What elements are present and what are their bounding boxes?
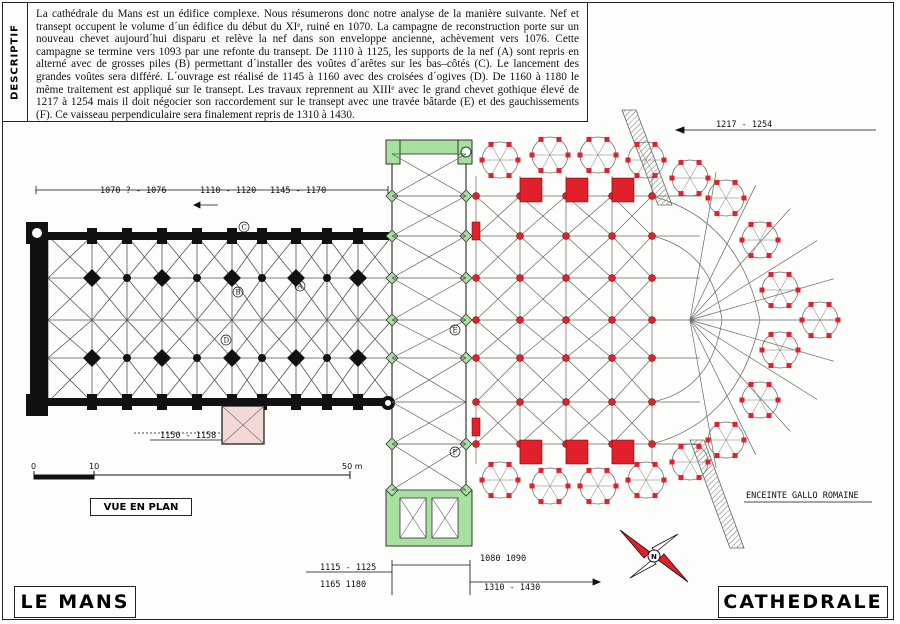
letter-f: F	[452, 448, 458, 457]
title-building: CATHEDRALE	[718, 586, 888, 618]
scale-tick-0: 0	[31, 462, 37, 471]
letter-b: B	[235, 288, 241, 297]
letter-a: A	[297, 282, 303, 291]
letter-c: C	[241, 223, 247, 232]
description-text: La cathédrale du Mans est un édifice complexe. Nous résumerons donc notre analyse de la manière suivante. Nef et transept occupent le volume d´un édifice du début du XIᵉ, ruiné en 1070. La campagne de reconstruction porte sur un nouveau chevet aujourd´hui disparu et relève la nef dans son enveloppe ancienne, achèvement vers 1076. Cette campagne se termine vers 1093 par une refonte du transept. De 1110 à 1125, les supports de la nef (A) sont repris en alterné avec de grosses piles (B) permettant d´installer des voûtes d´arêtes sur les bas–côtés (C). Le lancement des grandes voûtes sera différé. L´ouvrage est réalisé de 1145 à 1160 avec des croisées d´ogives (D). De 1160 à 1180 le même traitement est appliqué sur le transept. Les travaux reprennent au XIIIᵉ avec le grand chevet gothique élevé de 1217 à 1254 mais il doit négocier son raccordement sur le transept avec une travée bâtarde (E) et des gauchissements (F). Ce vaisseau perpendiculaire sera finalement repris de 1310 à 1430.	[28, 2, 588, 122]
title-city: LE MANS	[14, 586, 136, 618]
nave-date-2: 1110 - 1120	[200, 186, 257, 196]
chevet-vaults	[476, 172, 840, 467]
descriptif-label: DESCRIPTIF	[9, 23, 20, 100]
scale-tick-10: 10	[89, 462, 100, 471]
enceinte-label: ENCEINTE GALLO ROMAINE	[746, 491, 859, 501]
nave-date-3: 1145 - 1170	[270, 186, 327, 196]
scale-bar	[34, 471, 350, 479]
transept-date-b: 1165 1180	[320, 580, 367, 590]
north-arrow-icon	[620, 530, 688, 582]
svg-text:N: N	[651, 553, 657, 561]
nave-date-1: 1070 ? - 1076	[100, 186, 167, 196]
nave-vaults	[48, 236, 392, 402]
letter-d: D	[223, 336, 230, 345]
nave-piers	[30, 228, 367, 410]
transept	[381, 140, 472, 546]
porch-date: 1150 - 1158	[160, 431, 217, 441]
scale-tick-50: 50 m	[342, 462, 363, 471]
south-porch	[222, 406, 264, 444]
transept-date-c: 1080 1090	[480, 554, 527, 564]
chevet-date: 1217 - 1254	[716, 120, 773, 130]
transept-date-d: 1310 - 1430	[484, 583, 541, 593]
letter-e: E	[452, 326, 458, 335]
view-label: VUE EN PLAN	[90, 498, 192, 516]
transept-date-a: 1115 - 1125	[320, 563, 377, 573]
